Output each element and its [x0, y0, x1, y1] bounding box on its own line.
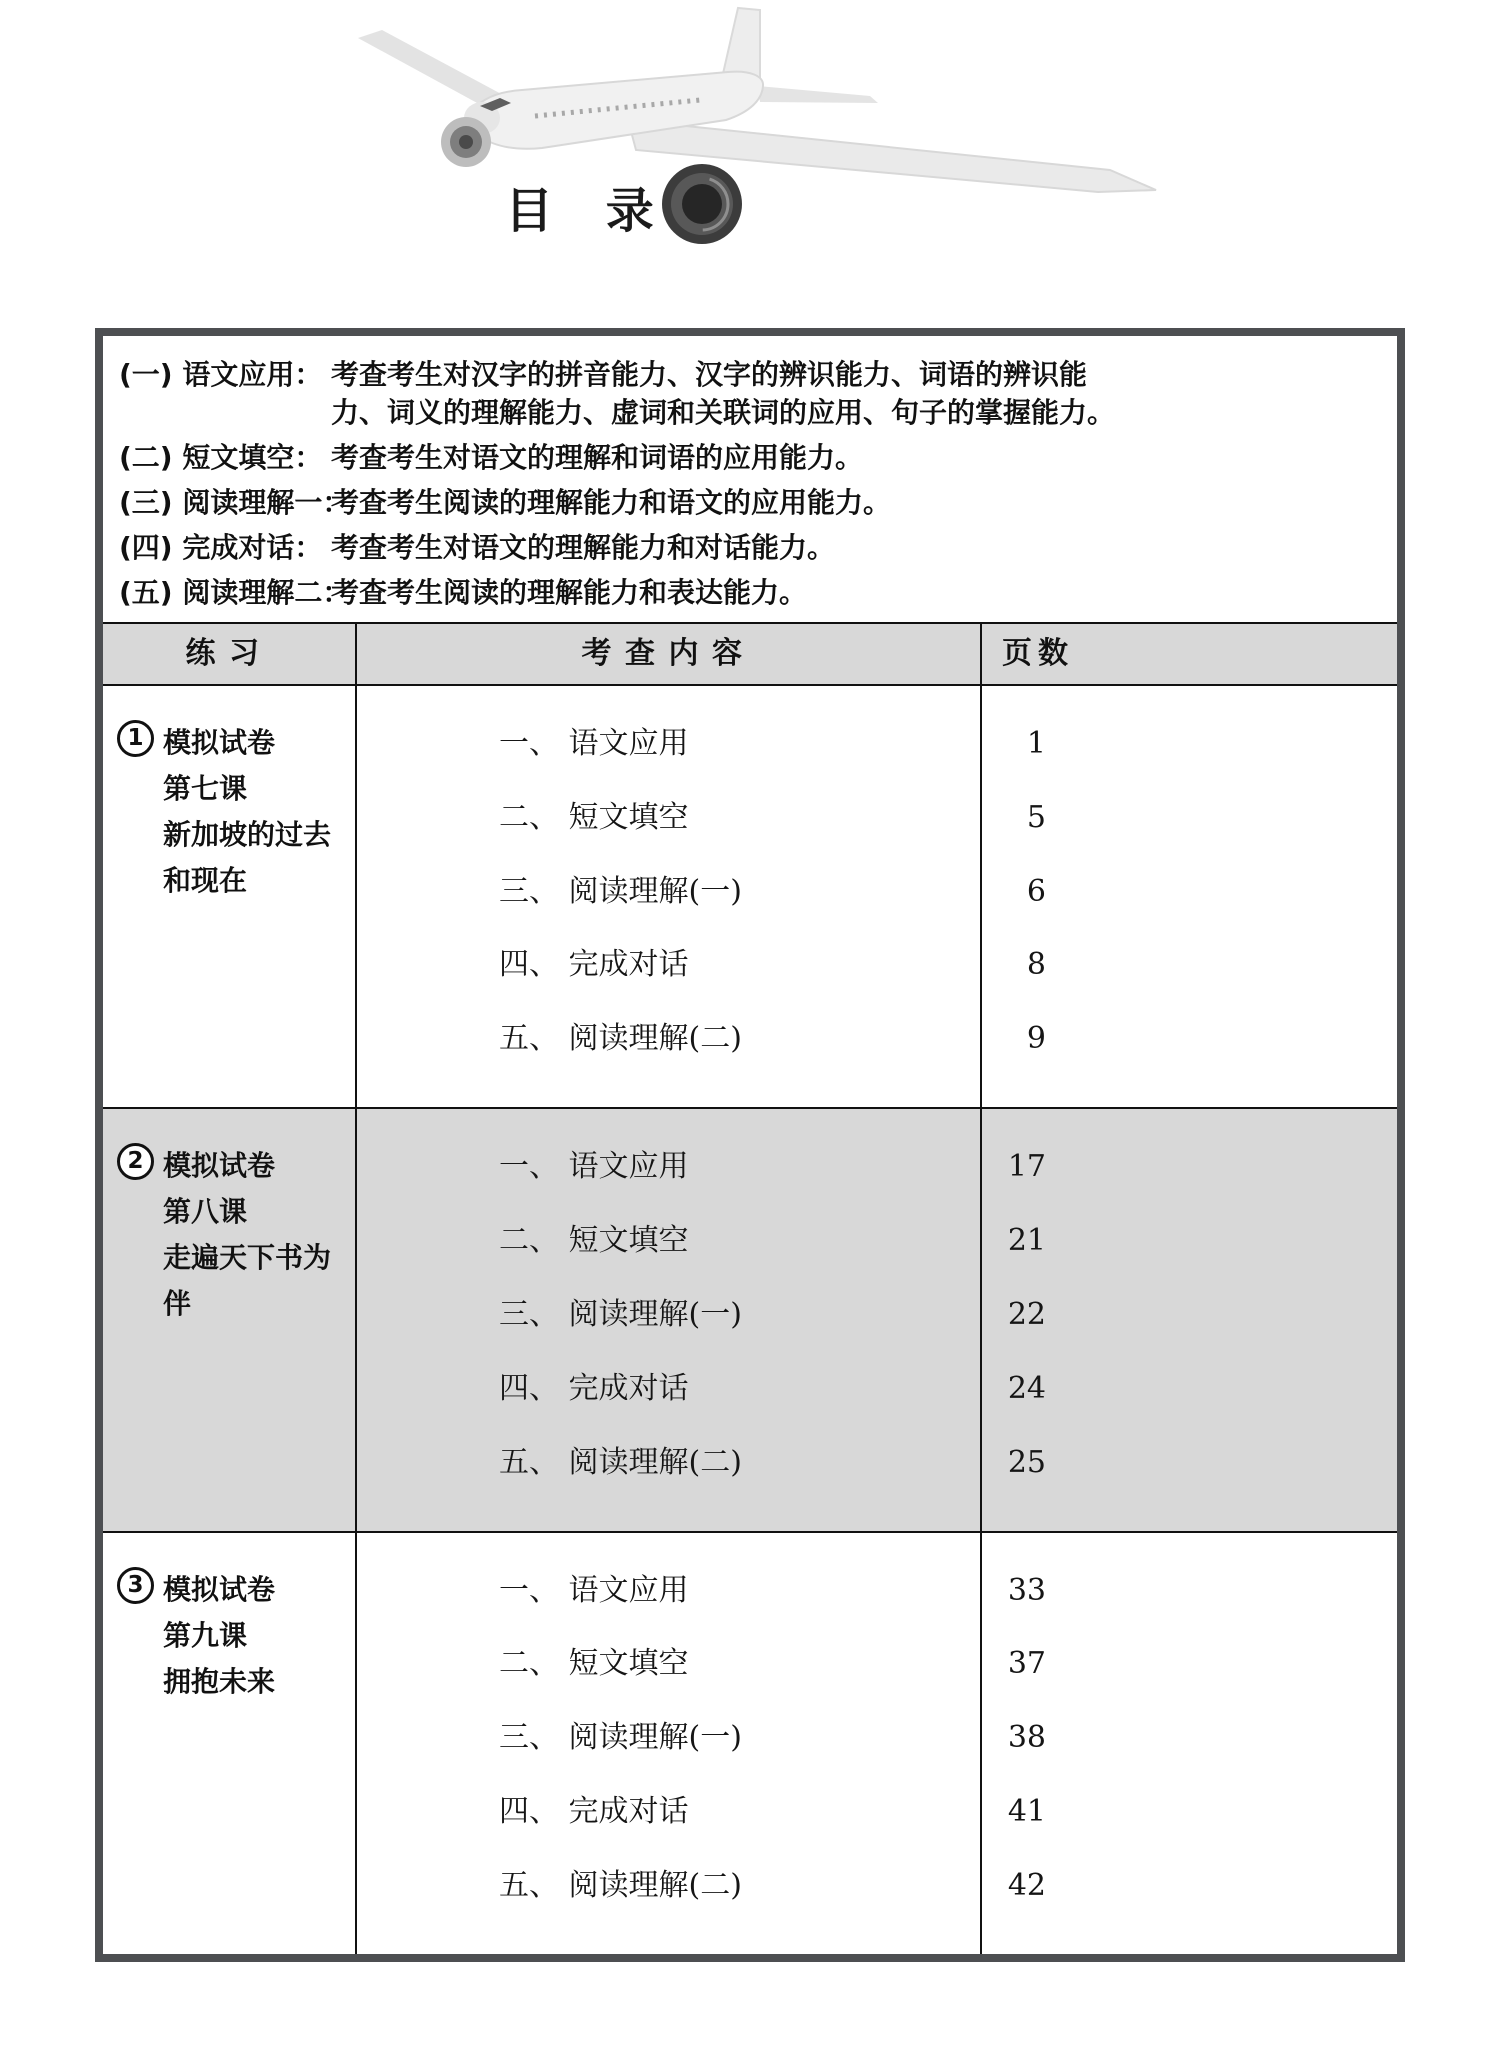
content-cell: [357, 1109, 982, 1530]
content-item: 一、 语文应用: [499, 1149, 689, 1185]
section-title-line: 新加坡的过去和现在: [163, 818, 332, 897]
pages-cell: [982, 1533, 1397, 1954]
table-row: [103, 1107, 1397, 1530]
airplane-graphic: [330, 0, 1160, 245]
exercise-cell: [103, 686, 357, 1107]
page-number: 21: [1007, 1223, 1046, 1259]
content-item: 五、 阅读理解(二): [499, 1867, 742, 1903]
column-header-exercise: 练习: [103, 624, 357, 684]
content-item: 四、 完成对话: [499, 1794, 689, 1830]
page-number: 8: [1026, 947, 1046, 983]
content-item: 三、 阅读理解(一): [499, 1296, 742, 1332]
content-item: 一、 语文应用: [499, 726, 689, 761]
pages-cell: [982, 686, 1397, 1107]
page-number: 25: [1007, 1444, 1046, 1480]
page-number: 6: [1026, 873, 1046, 909]
page-number: 42: [1007, 1867, 1046, 1903]
table-row: [103, 1531, 1397, 1954]
content-item: 三、 阅读理解(一): [499, 1720, 742, 1756]
legend-label: (二) 短文填空：: [119, 441, 323, 475]
content-item: 二、 短文填空: [499, 799, 689, 835]
table-header-row: [103, 624, 1397, 686]
exam-legend: [103, 336, 1397, 622]
page-number: 22: [1007, 1296, 1046, 1332]
legend-desc: 考查考生对汉字的拼音能力、汉字的辨识能力、词语的辨识能力、词义的理解能力、虚词和关联词的应用、句子的掌握能力。: [331, 358, 1116, 430]
legend-label: (四) 完成对话：: [119, 531, 323, 565]
section-title: [163, 1143, 347, 1327]
section-title-line: 模拟试卷: [163, 1572, 276, 1606]
content-item: 二、 短文填空: [499, 1223, 689, 1259]
section-number: 1: [127, 725, 144, 751]
section-title: [163, 1567, 347, 1705]
legend-desc: 考查考生对语文的理解和词语的应用能力。: [331, 441, 864, 475]
content-item: 五、 阅读理解(二): [499, 1021, 742, 1057]
legend-label: (一) 语文应用：: [119, 358, 323, 391]
column-header-pages: [982, 624, 1397, 684]
section-title-line: 拥抱未来: [163, 1664, 276, 1698]
page-number: 24: [1007, 1370, 1046, 1406]
plane-stabilizer: [758, 86, 878, 103]
table-body: [103, 686, 1397, 1954]
section-title-line: 第八课: [163, 1195, 248, 1229]
content-item: 五、 阅读理解(二): [499, 1444, 742, 1480]
legend-item: [119, 356, 1379, 432]
legend-desc: 考查考生阅读的理解能力和语文的应用能力。: [331, 486, 892, 520]
section-title-line: 第九课: [163, 1618, 248, 1652]
toc-border-box: [95, 328, 1405, 1962]
exercise-cell: [103, 1533, 357, 1954]
legend-item: [119, 529, 1379, 567]
section-title-line: 模拟试卷: [163, 726, 276, 759]
section-number-badge: [117, 1143, 154, 1180]
content-item: 一、 语文应用: [499, 1572, 689, 1608]
legend-item: [119, 439, 1379, 477]
column-header-content: 考查内容: [357, 624, 982, 684]
toc-table: [103, 622, 1397, 1954]
page-number: 5: [1026, 799, 1046, 835]
legend-desc: 考查考生对语文的理解能力和对话能力。: [331, 531, 836, 565]
page-number: 1: [1026, 726, 1046, 761]
section-number: 3: [127, 1571, 144, 1598]
content-cell: [357, 686, 982, 1107]
table-row: [103, 686, 1397, 1107]
legend-item: [119, 484, 1379, 522]
content-cell: [357, 1533, 982, 1954]
airplane-icon: [330, 0, 1160, 245]
page-title: 目录: [505, 183, 707, 239]
content-item: 二、 短文填空: [499, 1646, 689, 1682]
content-item: 四、 完成对话: [499, 947, 689, 983]
legend-desc: 考查考生阅读的理解能力和表达能力。: [331, 576, 808, 610]
section-number-badge: [117, 720, 154, 757]
section-title-line: 第七课: [163, 772, 248, 805]
page-number: 38: [1007, 1720, 1046, 1756]
plane-front-engine-core: [459, 135, 473, 149]
content-item: 三、 阅读理解(一): [499, 873, 742, 909]
section-title: [163, 720, 347, 904]
page-number: 41: [1007, 1794, 1046, 1830]
legend-label: (五) 阅读理解二：: [119, 576, 351, 610]
page-number: 17: [1007, 1149, 1046, 1185]
legend-label: (三) 阅读理解一：: [119, 486, 351, 520]
section-title-line: 走遍天下书为伴: [163, 1241, 332, 1321]
section-number-badge: [117, 1567, 154, 1604]
exercise-cell: [103, 1109, 357, 1530]
column-header-pages-label: 页数: [1002, 636, 1074, 671]
page-number: 33: [1007, 1572, 1046, 1608]
pages-cell: [982, 1109, 1397, 1530]
page-number: 37: [1007, 1646, 1046, 1682]
content-item: 四、 完成对话: [499, 1370, 689, 1406]
page-number: 9: [1026, 1021, 1046, 1057]
legend-item: [119, 574, 1379, 612]
section-title-line: 模拟试卷: [163, 1149, 276, 1183]
section-number: 2: [127, 1148, 144, 1175]
